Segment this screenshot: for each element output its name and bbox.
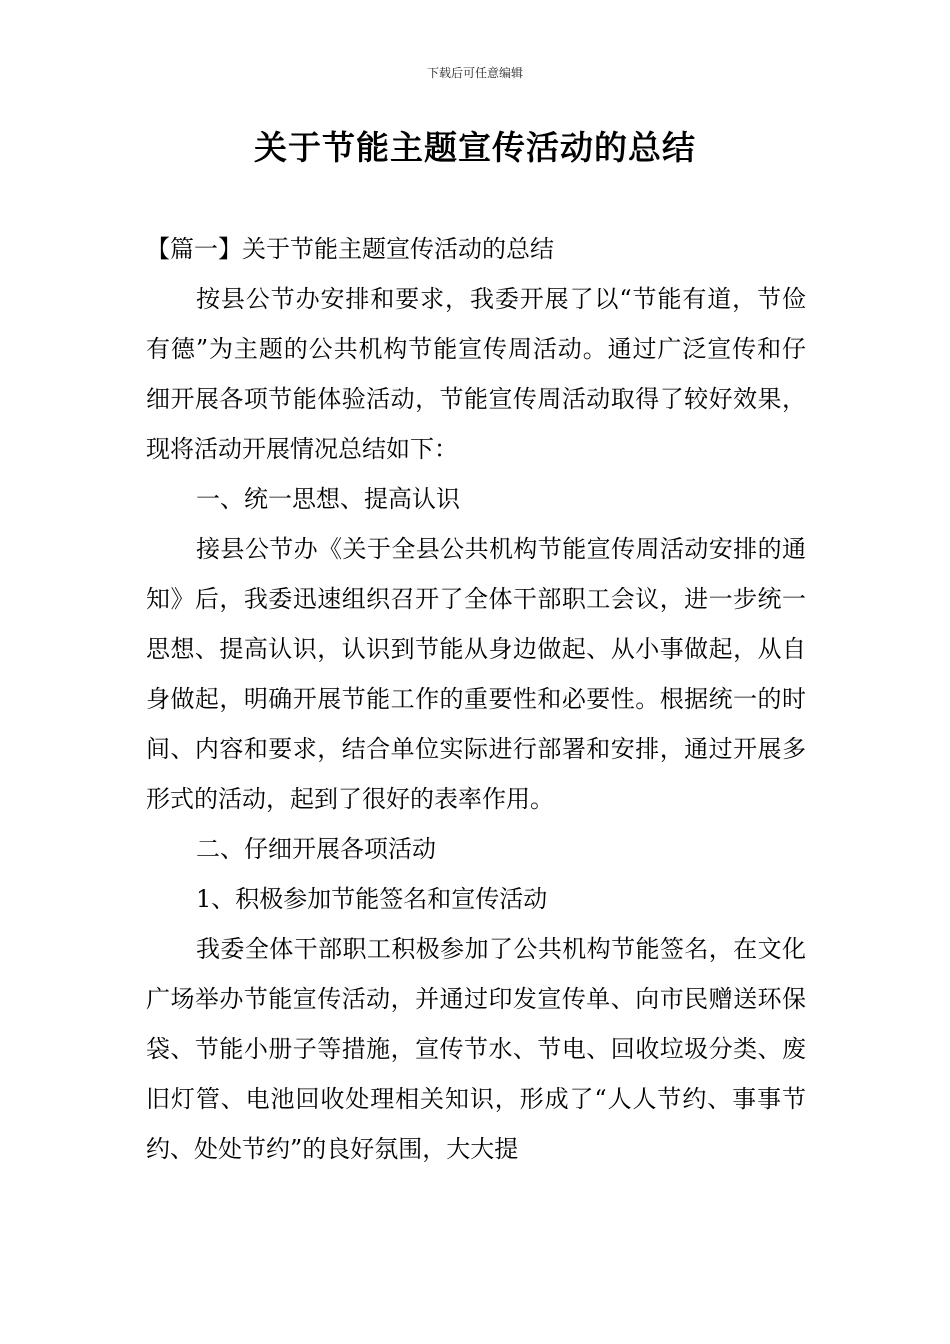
- heading-activities: 二、仔细开展各项活动: [196, 835, 436, 863]
- document-title: 关于节能主题宣传活动的总结: [254, 128, 696, 167]
- intro-paragraph: 按县公节办安排和要求，我委开展了以“节能有道，节俭有德”为主题的公共机构节能宣传周活动。通过广泛宣传和仔细开展各项节能体验活动，节能宣传周活动取得了较好效果，现将活动开展情况总结如下：: [146, 285, 806, 463]
- heading-unify-thinking: 一、统一思想、提高认识: [196, 485, 460, 513]
- document-body: [146, 224, 806, 1174]
- section-heading: 【篇一】关于节能主题宣传活动的总结: [146, 235, 554, 263]
- download-note: 下载后可任意编辑: [426, 66, 523, 80]
- section-1-paragraph: 接县公节办《关于全县公共机构节能宣传周活动安排的通知》后，我委迅速组织召开了全体干部职工会议，进一步统一思想、提高认识，认识到节能从身边做起、从小事做起，从自身做起，明确开展节能工作的重要性和必要性。根据统一的时间、内容和要求，结合单位实际进行部署和安排，通过开展多形式的活动，起到了很好的表率作用。: [146, 535, 806, 813]
- subheading-signature-campaign: 1、积极参加节能签名和宣传活动: [196, 885, 548, 913]
- section-2-1-paragraph: 我委全体干部职工积极参加了公共机构节能签名，在文化广场举办节能宣传活动，并通过印发宣传单、向市民赠送环保袋、节能小册子等措施，宣传节水、节电、回收垃圾分类、废旧灯管、电池回收处理相关知识，形成了“人人节约、事事节约、处处节约”的良好氛围，大大提: [146, 935, 806, 1163]
